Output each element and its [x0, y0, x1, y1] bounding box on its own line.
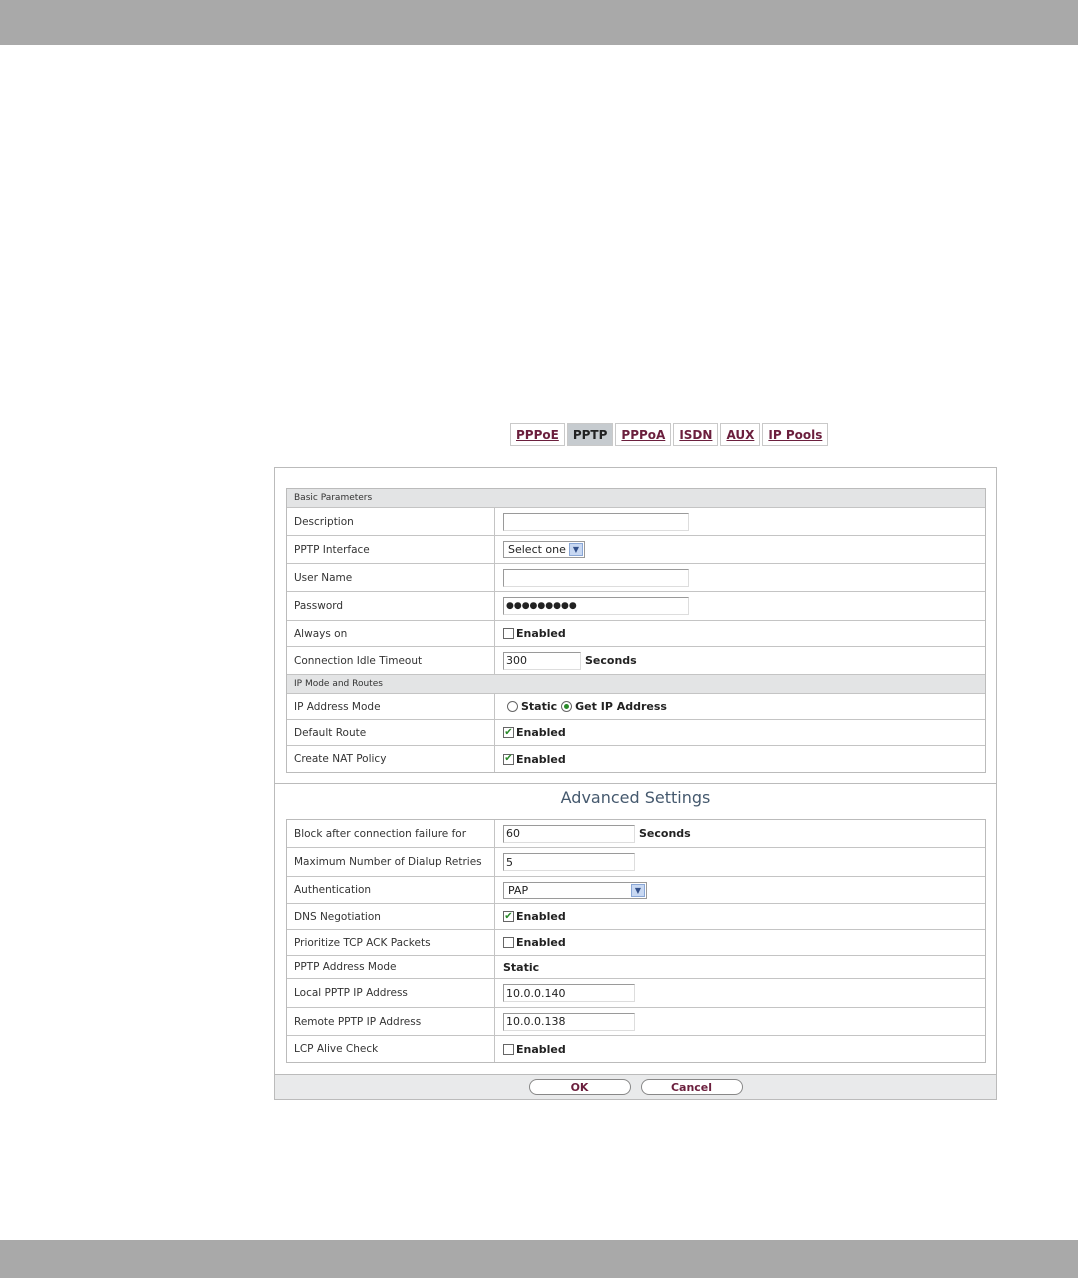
- retries-label: Maximum Number of Dialup Retries: [287, 848, 495, 876]
- static-radio-label: Static: [521, 700, 558, 713]
- block-label: Block after connection failure for: [287, 820, 495, 847]
- section-divider: [275, 783, 996, 784]
- dns-row: [287, 904, 985, 930]
- tab-pppoe[interactable]: PPPoE: [510, 423, 565, 446]
- local-ip-row: [287, 979, 985, 1008]
- tcp-ack-label: Prioritize TCP ACK Packets: [287, 930, 495, 955]
- static-radio[interactable]: [507, 701, 518, 712]
- dns-text: Enabled: [516, 910, 566, 923]
- default-route-row: [287, 720, 985, 746]
- block-input[interactable]: 60: [503, 825, 635, 843]
- basic-parameters-header: Basic Parameters: [287, 489, 985, 508]
- always-on-row: [287, 621, 985, 647]
- username-input[interactable]: [503, 569, 689, 587]
- default-route-text: Enabled: [516, 726, 566, 739]
- nat-policy-text: Enabled: [516, 752, 566, 766]
- remote-ip-input[interactable]: 10.0.0.138: [503, 1013, 635, 1031]
- get-ip-radio[interactable]: [561, 701, 572, 712]
- tcp-ack-checkbox[interactable]: [503, 937, 514, 948]
- authentication-label: Authentication: [287, 877, 495, 903]
- default-route-checkbox[interactable]: ✔: [504, 726, 513, 738]
- nat-policy-row: [287, 746, 985, 772]
- ip-address-mode-label: IP Address Mode: [287, 694, 495, 719]
- username-label: User Name: [287, 564, 495, 591]
- description-label: Description: [287, 508, 495, 535]
- default-route-label: Default Route: [287, 720, 495, 745]
- password-row: [287, 592, 985, 621]
- password-label: Password: [287, 592, 495, 620]
- block-row: [287, 820, 985, 848]
- get-ip-radio-label: Get IP Address: [575, 700, 667, 713]
- address-mode-label: PPTP Address Mode: [287, 956, 495, 978]
- tab-aux[interactable]: AUX: [720, 423, 760, 446]
- dns-label: DNS Negotiation: [287, 904, 495, 929]
- lcp-checkbox[interactable]: [503, 1044, 514, 1055]
- pptp-interface-row: [287, 536, 985, 564]
- retries-row: [287, 848, 985, 877]
- ok-button[interactable]: OK: [529, 1079, 631, 1095]
- local-ip-input[interactable]: 10.0.0.140: [503, 984, 635, 1002]
- tab-pptp[interactable]: PPTP: [567, 423, 614, 446]
- tab-bar: [510, 422, 828, 447]
- block-unit: Seconds: [639, 827, 691, 840]
- authentication-select[interactable]: [503, 882, 647, 899]
- lcp-label: LCP Alive Check: [287, 1036, 495, 1062]
- description-row: [287, 508, 985, 536]
- always-on-checkbox[interactable]: [503, 628, 514, 639]
- chevron-down-icon[interactable]: ▼: [569, 543, 583, 556]
- password-input[interactable]: ●●●●●●●●●: [503, 597, 689, 615]
- username-row: [287, 564, 985, 592]
- tab-pppoa[interactable]: PPPoA: [615, 423, 671, 446]
- advanced-section: [286, 819, 986, 1063]
- pptp-interface-label: PPTP Interface: [287, 536, 495, 563]
- ip-address-mode-row: [287, 694, 985, 720]
- authentication-row: [287, 877, 985, 904]
- idle-timeout-input[interactable]: 300: [503, 652, 581, 670]
- settings-panel: [274, 467, 997, 1100]
- ip-mode-header: IP Mode and Routes: [287, 675, 985, 694]
- tcp-ack-text: Enabled: [516, 936, 566, 949]
- remote-ip-label: Remote PPTP IP Address: [287, 1008, 495, 1035]
- idle-timeout-label: Connection Idle Timeout: [287, 647, 495, 674]
- dns-checkbox[interactable]: ✔: [504, 910, 513, 922]
- top-bar: [0, 0, 1078, 45]
- idle-timeout-row: [287, 647, 985, 675]
- address-mode-value: Static: [503, 960, 540, 974]
- lcp-text: Enabled: [516, 1042, 566, 1056]
- nat-policy-label: Create NAT Policy: [287, 746, 495, 772]
- authentication-value: PAP: [508, 883, 529, 897]
- bottom-bar: [0, 1240, 1078, 1278]
- nat-policy-checkbox[interactable]: ✔: [504, 753, 513, 764]
- pptp-interface-value: Select one: [508, 543, 566, 556]
- local-ip-label: Local PPTP IP Address: [287, 979, 495, 1007]
- description-input[interactable]: [503, 513, 689, 531]
- retries-input[interactable]: 5: [503, 853, 635, 871]
- basic-section: [286, 488, 986, 773]
- tab-ip-pools[interactable]: IP Pools: [762, 423, 828, 446]
- lcp-row: [287, 1036, 985, 1062]
- chevron-down-icon[interactable]: ▼: [631, 884, 645, 897]
- cancel-button[interactable]: Cancel: [641, 1079, 743, 1095]
- always-on-label: Always on: [287, 621, 495, 646]
- address-mode-row: [287, 956, 985, 979]
- idle-timeout-unit: Seconds: [585, 654, 637, 667]
- advanced-settings-title: Advanced Settings: [560, 788, 711, 807]
- pptp-interface-select[interactable]: [503, 541, 585, 558]
- form-footer: [275, 1074, 996, 1099]
- tab-isdn[interactable]: ISDN: [673, 423, 718, 446]
- always-on-text: Enabled: [516, 627, 566, 640]
- tcp-ack-row: [287, 930, 985, 956]
- remote-ip-row: [287, 1008, 985, 1036]
